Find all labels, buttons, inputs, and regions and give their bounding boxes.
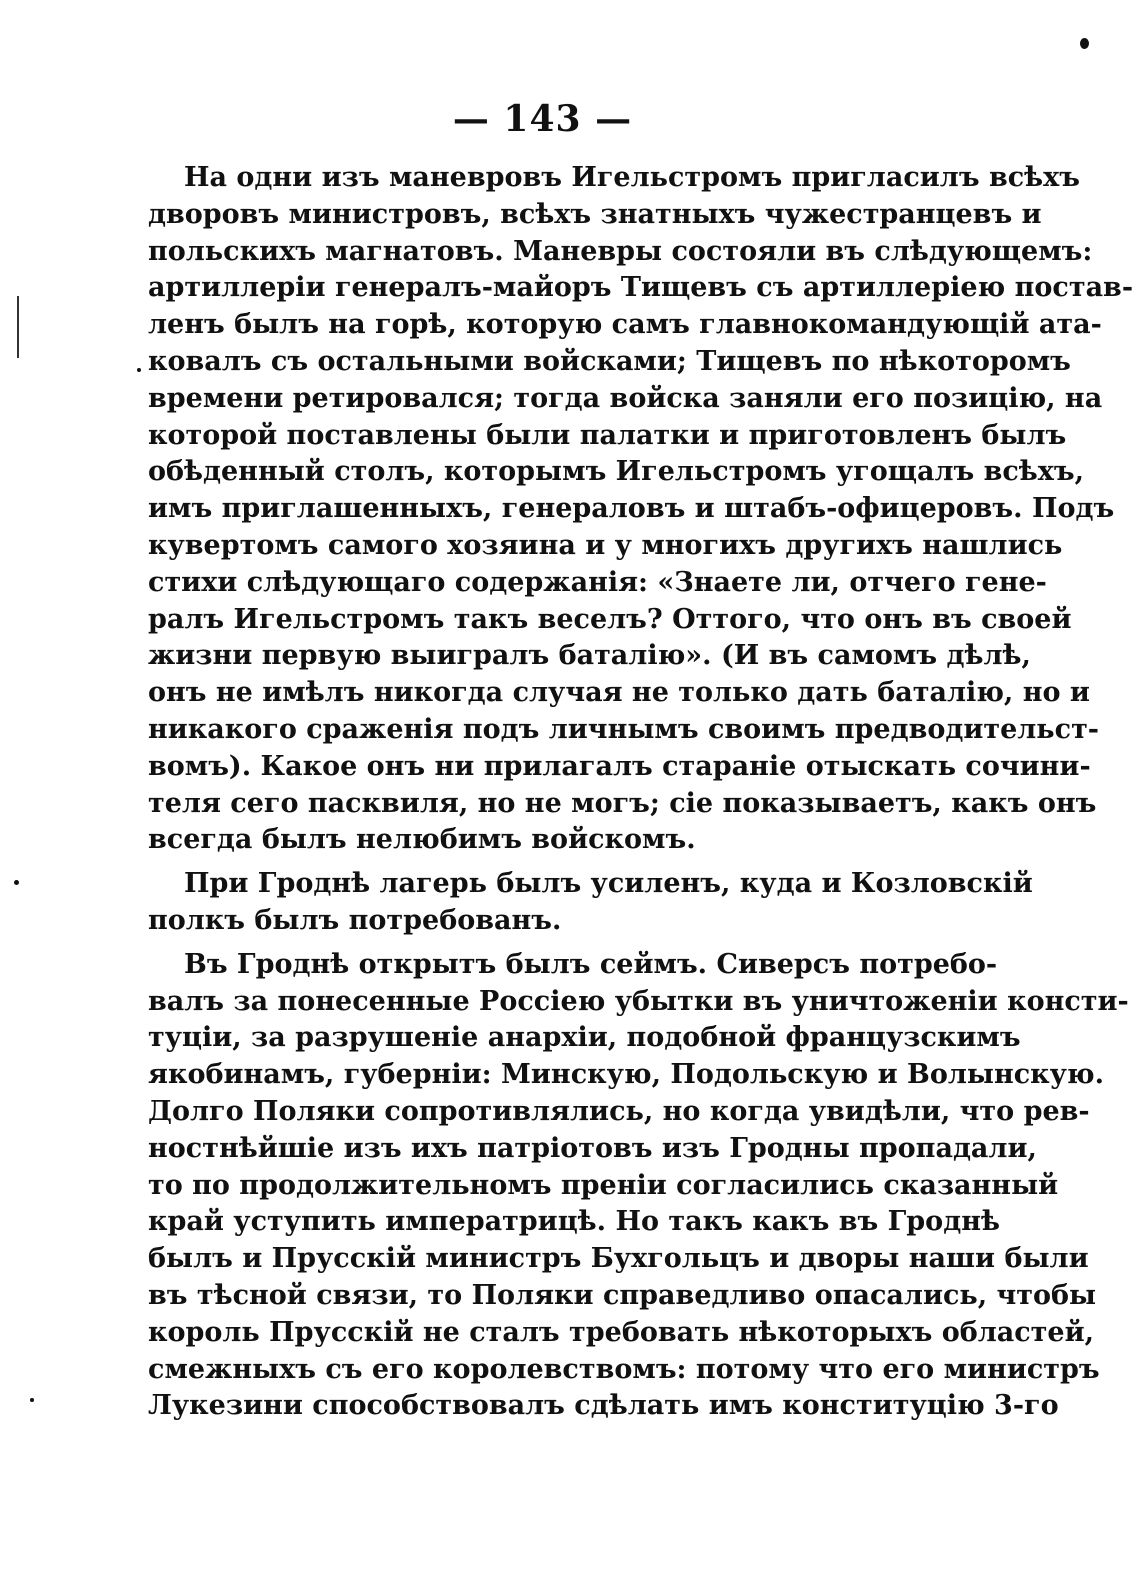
text-line: времени ретировался; тогда войска заняли его позицію, на xyxy=(148,382,1103,414)
ink-speck xyxy=(1080,38,1089,49)
text-line: валъ за понесенные Россіею убытки въ уничтоженіи консти- xyxy=(148,985,1129,1017)
text-line: При Гроднѣ лагерь былъ усиленъ, куда и Козловскій xyxy=(184,868,1033,900)
paragraph-2 xyxy=(148,866,1033,940)
ink-speck xyxy=(30,1398,34,1402)
text-line: теля сего пасквиля, но не могъ; сіе показываетъ, какъ онъ xyxy=(148,787,1097,819)
ink-speck xyxy=(137,368,141,372)
margin-mark xyxy=(17,296,19,358)
text-line: то по продолжительномъ преніи согласились сказанный xyxy=(148,1169,1059,1201)
text-line: На одни изъ маневровъ Игельстромъ пригласилъ всѣхъ xyxy=(184,162,1080,193)
text-line: король Прусскій не сталъ требовать нѣкоторыхъ областей, xyxy=(148,1316,1095,1348)
text-line: жизни первую выигралъ баталію». (И въ самомъ дѣлѣ, xyxy=(148,640,1031,672)
text-line: артиллеріи генералъ-майоръ Тищевъ съ артиллеріею постав- xyxy=(148,272,1134,304)
paragraph-3 xyxy=(148,947,1129,1425)
text-line: кувертомъ самого хозяина и у многихъ другихъ нашлись xyxy=(148,529,1063,561)
text-line: имъ приглашенныхъ, генераловъ и штабъ-офицеровъ. Подъ xyxy=(148,493,1115,525)
text-line: полкъ былъ потребованъ. xyxy=(148,904,562,936)
text-line: край уступить императрицѣ. Но такъ какъ въ Гроднѣ xyxy=(148,1206,1000,1238)
text-line: въ тѣсной связи, то Поляки справедливо опасались, чтобы xyxy=(148,1279,1097,1311)
text-line: дворовъ министровъ, всѣхъ знатныхъ чужестранцевъ и xyxy=(148,198,1042,230)
text-line: Долго Поляки сопротивлялись, но когда увидѣли, что рев- xyxy=(148,1095,1090,1127)
text-line: ленъ былъ на горѣ, которую самъ главнокомандующій ата- xyxy=(148,309,1102,341)
text-line: Въ Гроднѣ открытъ былъ сеймъ. Сиверсъ потребо- xyxy=(184,948,998,980)
text-line: которой поставлены были палатки и приготовленъ былъ xyxy=(148,419,1067,451)
page-number: — 143 — xyxy=(452,98,633,140)
body-text xyxy=(148,160,1134,1425)
text-line: туціи, за разрушеніе анархіи, подобной французскимъ xyxy=(148,1022,1021,1054)
text-line: былъ и Прусскій министръ Бухгольцъ и дворы наши были xyxy=(148,1243,1089,1275)
text-line: обѣденный столъ, которымъ Игельстромъ угощалъ всѣхъ, xyxy=(148,456,1084,488)
text-line: ралъ Игельстромъ такъ веселъ? Оттого, что онъ въ своей xyxy=(148,603,1072,635)
ink-speck xyxy=(14,880,19,885)
text-line: ностнѣйшіе изъ ихъ патріотовъ изъ Гродны пропадали, xyxy=(148,1132,1037,1164)
text-line: ковалъ съ остальными войсками; Тищевъ по нѣкоторомъ xyxy=(148,345,1071,377)
paragraph-1 xyxy=(148,160,1134,859)
text-line: польскихъ магнатовъ. Маневры состояли въ слѣдующемъ: xyxy=(148,235,1093,267)
text-line: смежныхъ съ его королевствомъ: потому что его министръ xyxy=(148,1353,1100,1385)
text-line: якобинамъ, губерніи: Минскую, Подольскую и Волынскую. xyxy=(148,1059,1105,1091)
text-line: стихи слѣдующаго содержанія: «Знаете ли, отчего гене- xyxy=(148,566,1047,598)
text-line: никакого сраженія подъ личнымъ своимъ предводительст- xyxy=(148,713,1100,745)
text-line: онъ не имѣлъ никогда случая не только дать баталію, но и xyxy=(148,677,1090,709)
text-line: Лукезини способствовалъ сдѣлать имъ конституцію 3-го xyxy=(148,1390,1059,1422)
text-line: вомъ). Какое онъ ни прилагалъ стараніе отыскать сочини- xyxy=(148,750,1091,782)
text-line: всегда былъ нелюбимъ войскомъ. xyxy=(148,824,696,856)
